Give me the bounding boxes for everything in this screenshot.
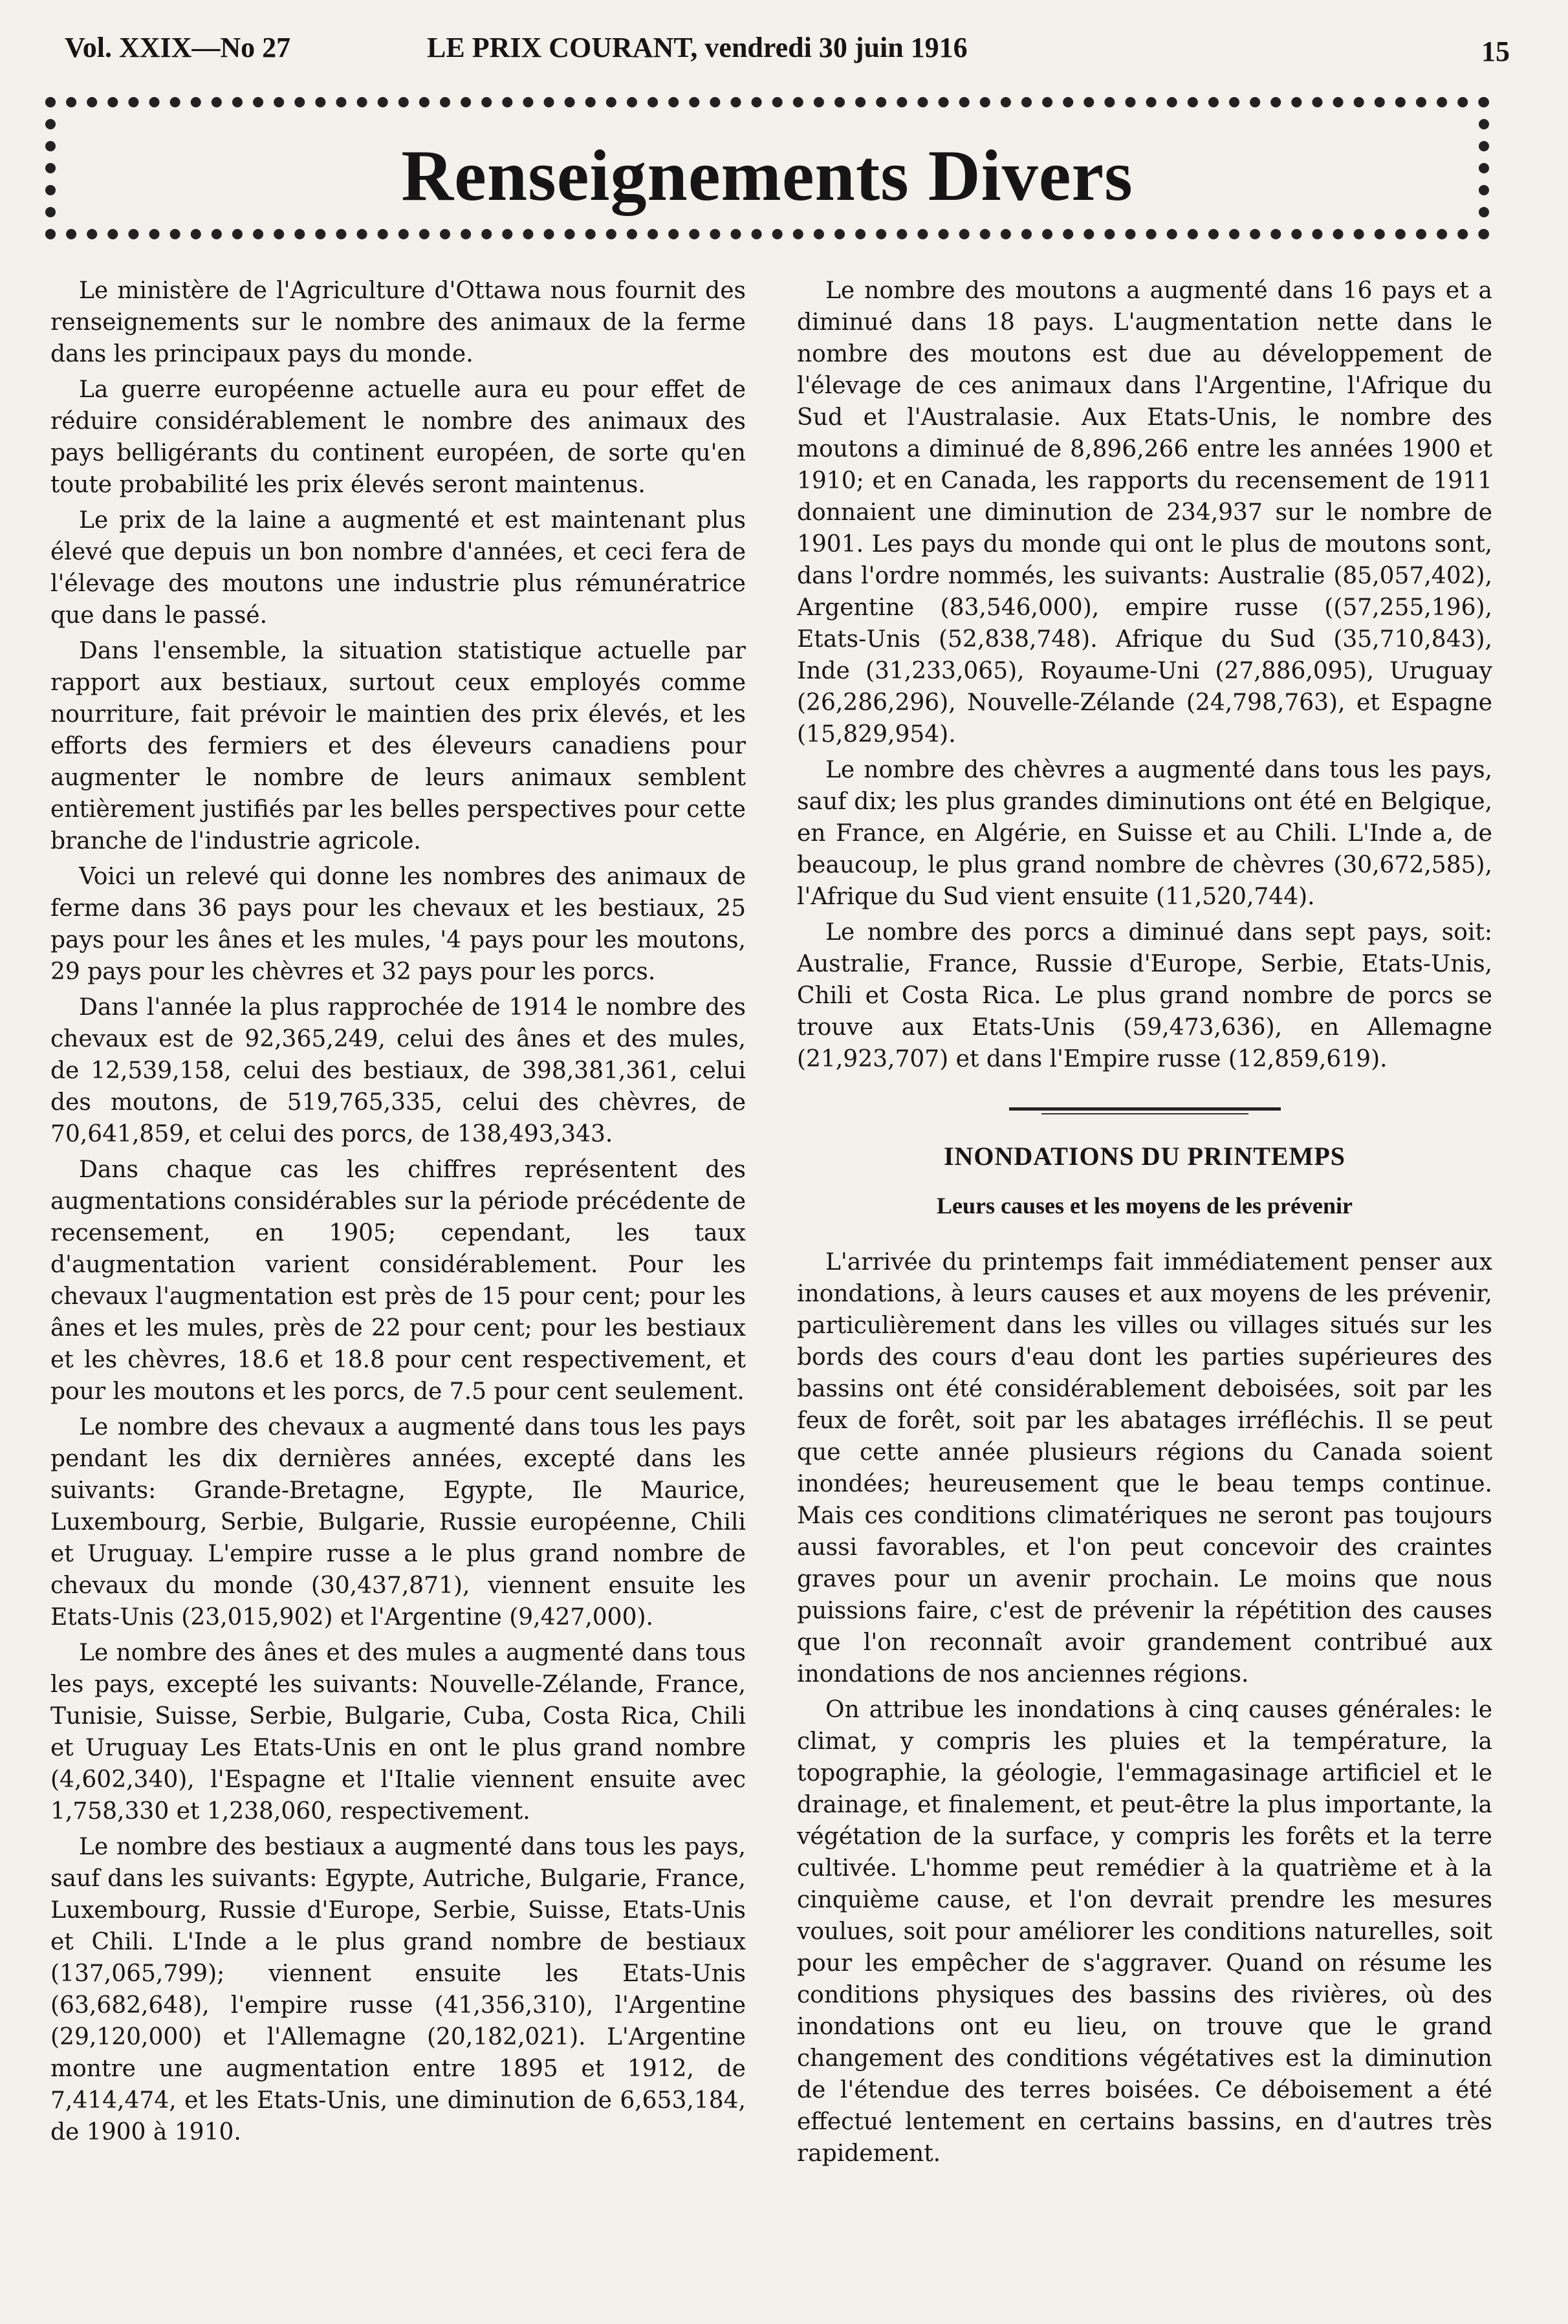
left-column [50, 275, 746, 2152]
paragraph: Le nombre des ânes et des mules a augmenté dans tous les pays, excepté les suivants: Nouvelle-Zélande, France, Tunisie, Suisse, Serbie, Bulgarie, Cuba, Costa Rica, Chili et Uruguay Les Etats-Unis en ont le plus grand nombre (4,602,340), l'Espagne et l'Italie viennent ensuite avec 1,758,330 et 1,238,060, respectivement. [50, 1640, 746, 1825]
paragraph: Le prix de la laine a augmenté et est maintenant plus élevé que depuis un bon nombre d'années, et ceci fera de l'élevage des moutons une industrie plus rémunératrice que dans le passé. [50, 507, 746, 629]
paragraph: Dans chaque cas les chiffres représentent des augmentations considérables sur la période précédente de recensement, en 1905; cependant, les taux d'augmentation varient considérablement. Pour les chevaux l'augmentation est près de 15 pour cent; pour les ânes et les mules, près de 22 pour cent; pour les bestiaux et les chèvres, 18.6 et 18.8 pour cent respectivement, et pour les moutons et les porcs, de 7.5 pour cent seulement. [50, 1157, 746, 1405]
volume-number: Vol. XXIX—No 27 [65, 32, 291, 63]
paragraph: Voici un relevé qui donne les nombres des animaux de ferme dans 36 pays pour les chevaux et les bestiaux, 25 pays pour les ânes et les mules, '4 pays pour les moutons, 29 pays pour les chèvres et 32 pays pour les porcs. [50, 863, 746, 985]
paragraph: Le nombre des chevaux a augmenté dans tous les pays pendant les dix dernières années, excepté dans les suivants: Grande-Bretagne, Egypte, Ile Maurice, Luxembourg, Serbie, Bulgarie, Russie européenne, Chili et Uruguay. L'empire russe a le plus grand nombre de chevaux du monde (30,437,871), viennent ensuite les Etats-Unis (23,015,902) et l'Argentine (9,427,000). [50, 1414, 746, 1631]
publication-date: LE PRIX COURANT, vendredi 30 juin 1916 [427, 32, 968, 63]
paragraph: Le nombre des moutons a augmenté dans 16 pays et a diminué dans 18 pays. L'augmentation nette dans le nombre des moutons est due au développement de l'élevage de ces animaux dans l'Argentine, l'Afrique du Sud et l'Australasie. Aux Etats-Unis, le nombre des moutons a diminué de 8,896,266 entre les années 1900 et 1910; et en Canada, les rapports du recensement de 1911 donnaient une diminution de 234,937 sur le nombre de 1901. Les pays du monde qui ont le plus de moutons sont, dans l'ordre nommés, les suivants: Australie (85,057,402), Argentine (83,546,000), empire russe ((57,255,196), Etats-Unis (52,838,748). Afrique du Sud (35,710,843), Inde (31,233,065), Royaume-Uni (27,886,095), Uruguay (26,286,296), Nouvelle-Zélande (24,798,763), et Espagne (15,829,954). [797, 277, 1492, 748]
paragraph: Le nombre des chèvres a augmenté dans tous les pays, sauf dix; les plus grandes diminutions ont été en Belgique, en France, en Algérie, en Suisse et au Chili. L'Inde a, de beaucoup, le plus grand nombre de chèvres (30,672,585), l'Afrique du Sud vient ensuite (11,520,744). [797, 757, 1492, 910]
section-title: INONDATIONS DU PRINTEMPS [943, 1142, 1346, 1171]
section-subtitle: Leurs causes et les moyens de les prévenir [937, 1193, 1353, 1219]
paragraph: On attribue les inondations à cinq causes générales: le climat, y compris les pluies et la température, la topographie, la géologie, l'emmagasinage artificiel et le drainage, et finalement, et peut-être la plus importante, la végétation de la surface, y compris les forêts et la terre cultivée. L'homme peut remédier à la quatrième et à la cinquième cause, et l'on devrait prendre les mesures voulues, soit pour améliorer les conditions naturelles, soit pour les empêcher de s'aggraver. Quand on résume les conditions physiques des bassins des rivières, où des inondations ont eu lieu, on trouve que le grand changement des conditions végétatives est la diminution de l'étendue des terres boisées. Ce déboisement a été effectué lentement en certains bassins, en d'autres très rapidement. [797, 1697, 1492, 2167]
paragraph: Dans l'année la plus rapprochée de 1914 le nombre des chevaux est de 92,365,249, celui des ânes et des mules, de 12,539,158, celui des bestiaux, de 398,381,361, celui des moutons, de 519,765,335, celui des chèvres, de 70,641,859, et celui des porcs, de 138,493,343. [50, 994, 746, 1147]
running-head [65, 25, 1510, 76]
paragraph: L'arrivée du printemps fait immédiatement penser aux inondations, à leurs causes et aux moyens de les prévenir, particulièrement dans les villes ou villages situés sur les bords des cours d'eau dont les parties supérieures des bassins ont été considérablement deboisées, soit par les feux de forêt, soit par les abatages irréfléchis. Il se peut que cette année plusieurs régions du Canada soient inondées; heureusement que le beau temps continue. Mais ces conditions climatériques ne seront pas toujours aussi favorables, et l'on peut concevoir des craintes graves pour un avenir prochain. Le moins que nous puissions faire, c'est de prévenir la répétition des causes que l'on reconnaît avoir grandement contribué aux inondations de nos anciennes régions. [797, 1249, 1492, 1688]
page-number: 15 [1481, 36, 1510, 67]
paragraph: La guerre européenne actuelle aura eu pour effet de réduire considérablement le nombre des animaux des pays belligérants du continent européen, de sorte qu'en toute probabilité les prix élevés seront maintenus. [50, 376, 746, 498]
paragraph: Le ministère de l'Agriculture d'Ottawa nous fournit des renseignements sur le nombre des animaux de la ferme dans les principaux pays du monde. [50, 277, 746, 367]
banner-title: Renseignements Divers [401, 136, 1133, 216]
right-column [797, 275, 1492, 2173]
paragraph: Le nombre des bestiaux a augmenté dans tous les pays, sauf dans les suivants: Egypte, Autriche, Bulgarie, France, Luxembourg, Russie d'Europe, Serbie, Suisse, Etats-Unis et Chili. L'Inde a le plus grand nombre de bestiaux (137,065,799); viennent ensuite les Etats-Unis (63,682,648), l'empire russe (41,356,310), l'Argentine (29,120,000) et l'Allemagne (20,182,021). L'Argentine montre une augmentation entre 1895 et 1912, de 7,414,474, et les Etats-Unis, une diminution de 6,653,184, de 1900 à 1910. [50, 1834, 746, 2145]
section-divider [1009, 1107, 1281, 1111]
paragraph: Dans l'ensemble, la situation statistique actuelle par rapport aux bestiaux, surtout ceux employés comme nourriture, fait prévoir le maintien des prix élevés, et les efforts des fermiers et des éleveurs canadiens pour augmenter le nombre de leurs animaux semblent entièrement justifiés par les belles perspectives pour cette branche de l'industrie agricole. [50, 638, 746, 854]
paragraph: Le nombre des porcs a diminué dans sept pays, soit: Australie, France, Russie d'Europe, Serbie, Etats-Unis, Chili et Costa Rica. Le plus grand nombre de porcs se trouve aux Etats-Unis (59,473,636), en Allemagne (21,923,707) et dans l'Empire russe (12,859,619). [797, 919, 1492, 1072]
section-banner [45, 97, 1489, 239]
section-divider-thin [1041, 1113, 1248, 1114]
